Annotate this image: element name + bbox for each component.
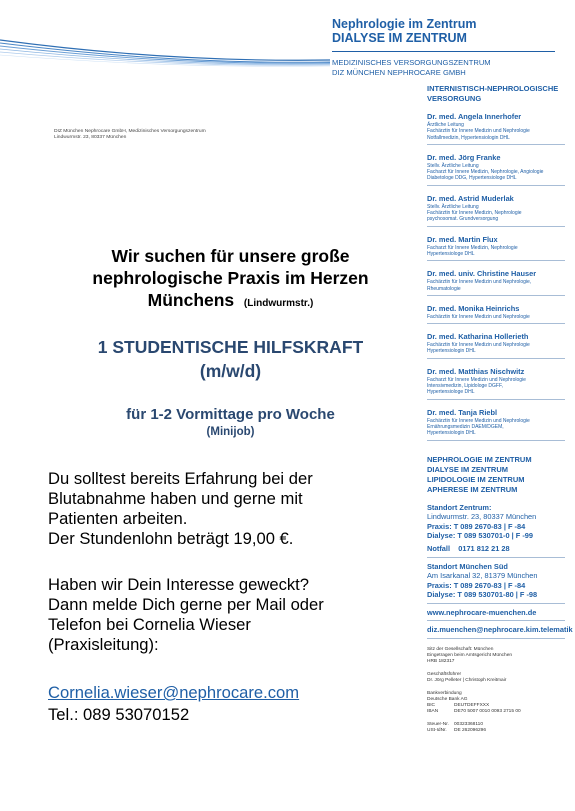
divider: [427, 440, 565, 441]
vat-label: USt-IdNr.: [427, 728, 447, 734]
doctor-desc: Stellv. Ärztliche Leitung: [427, 162, 479, 169]
sidebar-heading-line2: VERSORGUNG: [427, 94, 482, 103]
letterhead-rule: [332, 51, 555, 52]
requirements-line: Patienten arbeiten.: [48, 509, 188, 528]
doctor-entry: [427, 367, 575, 400]
sender-address: [54, 129, 206, 141]
job-title-line2: (m/w/d): [199, 361, 262, 381]
bic-label: BIC: [427, 703, 435, 709]
doctor-name: Dr. med. Angela Innerhofer: [427, 112, 522, 121]
requirements-paragraph: [48, 469, 313, 549]
doctor-desc: Hypertensiologin DHL: [427, 430, 476, 437]
doctor-name: Dr. med. Monika Heinrichs: [427, 303, 520, 313]
doctor-entry: [427, 332, 575, 359]
bic-value: DEUTDEFFXXX: [454, 703, 490, 709]
iban-value: DE70 5007 0010 0093 2715 00: [454, 709, 521, 715]
location-address: Lindwurmstr. 23, 80337 München: [427, 512, 537, 522]
doctor-desc: Hypertensiologin DHL: [427, 348, 476, 355]
service-item: NEPHROLOGIE IM ZENTRUM: [427, 454, 532, 464]
letterhead-subtitle-line2: DIZ MÜNCHEN NEPHROCARE GMBH: [332, 67, 466, 77]
doctor-desc: psychosomat. Grundversorgung: [427, 216, 499, 223]
doctor-desc: Fachärztin für Innere Medizin und Nephrologie: [427, 342, 530, 349]
job-intro: [38, 245, 423, 315]
praxis-phone: Praxis: T 089 2670-83 | F -84: [427, 521, 526, 531]
sender-line2: Lindwurmstr. 23, 80337 München: [54, 135, 127, 140]
sidebar: [427, 84, 575, 734]
divider: [427, 260, 565, 261]
doctor-name: Dr. med. Astrid Muderlak: [427, 193, 514, 203]
doctor-desc: Fachärztin für Innere Medizin und Nephrologie: [427, 128, 530, 135]
doctor-desc: Notfallmedizin, Hypertensiologin DHL: [427, 134, 510, 141]
letterhead-title-line2: DIALYSE IM ZENTRUM: [332, 31, 467, 45]
bank-name: Deutsche Bank AG: [427, 697, 468, 703]
schedule-line1: für 1-2 Vormittage pro Woche: [126, 406, 335, 423]
divider: [427, 620, 565, 621]
doctor-desc: Fachärztin für Innere Medizin und Nephrologie: [427, 313, 530, 320]
doctor-entry: [427, 235, 575, 262]
doctor-desc: Fachärztin für Innere Medizin, Nephrologie: [427, 210, 522, 217]
doctor-entry: [427, 408, 575, 441]
schedule-line2: (Minijob): [206, 426, 255, 438]
doctor-desc: Intensivmedizin, Lipidologe DGFF,: [427, 383, 503, 390]
location-south: [427, 562, 575, 604]
doctor-desc: Fachärztin für Innere Medizin und Nephrologie,: [427, 279, 532, 286]
bank-iban: [427, 709, 575, 715]
service-item: LIPIDOLOGIE IM ZENTRUM: [427, 474, 525, 484]
divider: [427, 295, 565, 296]
company-info: [427, 647, 575, 665]
doctor-entry: [427, 269, 575, 296]
intro-location: (Lindwurmstr.): [243, 298, 314, 309]
vat-id: [427, 728, 575, 734]
doctor-desc: Ernährungsmedizin DAEM/DGEM,: [427, 423, 504, 430]
swoosh-logo-graphic: [0, 20, 330, 90]
divider: [427, 226, 565, 227]
kim-address[interactable]: diz.muenchen@nephrocare.kim.telematik: [427, 625, 573, 635]
location-label: Standort München Süd: [427, 561, 508, 571]
doctor-list: [427, 112, 575, 441]
doctor-entry: [427, 194, 575, 227]
location-label: Standort Zentrum:: [427, 502, 492, 512]
doctor-name: Dr. med. Martin Flux: [427, 234, 498, 244]
doctor-desc: Facharzt für Innere Medizin und Nephrologie: [427, 376, 526, 383]
doctor-entry: [427, 304, 575, 324]
doctor-desc: Facharzt für Innere Medizin, Nephrologie: [427, 244, 518, 251]
tax-value: 00323368110: [454, 722, 483, 728]
emergency-phone: [427, 544, 575, 554]
intro-line1: Wir suchen für unsere große: [111, 246, 350, 266]
doctor-desc: Stellv. Ärztliche Leitung: [427, 203, 479, 210]
intro-line2: nephrologische Praxis im Herzen: [92, 268, 369, 288]
management-line: Dr. Jörg Pelleter | Christoph Kreitmair: [427, 678, 507, 684]
job-title-line1: 1 STUDENTISCHE HILFSKRAFT: [97, 337, 364, 357]
dialyse-phone: Dialyse: T 089 530701-80 | F -98: [427, 590, 538, 600]
vat-value: DE 262096296: [454, 728, 487, 734]
requirements-line: Blutabnahme haben und gerne mit: [48, 489, 303, 508]
intro-city: Münchens: [147, 290, 235, 310]
praxis-phone: Praxis: T 089 2670-83 | F -84: [427, 580, 526, 590]
contact-line: Dann melde Dich gerne per Mail oder: [48, 595, 324, 614]
doctor-name: Dr. med. Matthias Nischwitz: [427, 366, 525, 376]
contact-phone: Tel.: 089 53070152: [48, 705, 190, 724]
divider: [427, 185, 565, 186]
sidebar-heading-line1: INTERNISTISCH-NEPHROLOGISCHE: [427, 84, 559, 93]
iban-label: IBAN: [427, 709, 439, 715]
contact-email-link[interactable]: Cornelia.wieser@nephrocare.com: [48, 683, 300, 702]
divider: [427, 399, 565, 400]
divider: [427, 358, 565, 359]
contact-line: Telefon bei Cornelia Wieser: [48, 615, 251, 634]
divider: [427, 323, 565, 324]
requirements-line: Du solltest bereits Erfahrung bei der: [48, 469, 313, 488]
doctor-entry: [427, 112, 575, 145]
doctor-desc: Facharzt für Innere Medizin, Nephrologie, Angiologie: [427, 169, 544, 176]
bank-label: Bankverbindung: [427, 691, 462, 697]
tax-label: Steuer-Nr.: [427, 722, 449, 728]
doctor-name: Dr. med. univ. Christine Hauser: [427, 269, 537, 279]
intro-line3: [38, 289, 423, 315]
emergency-number: 0171 812 21 28: [458, 543, 510, 553]
doctor-desc: Diabetologe DDG, Hypertensiologe DHL: [427, 175, 517, 182]
contact-line: Haben wir Dein Interesse geweckt?: [48, 575, 310, 594]
doctor-desc: Hypertensiologe DHL: [427, 250, 475, 257]
management-info: [427, 672, 575, 684]
doctor-desc: Ärztliche Leitung: [427, 122, 464, 128]
job-title: [38, 335, 423, 383]
sender-line1: DIZ München Nephrocare GmbH, Medizinisches Versorgungszentrum: [54, 129, 206, 134]
contact-paragraph: [48, 575, 324, 655]
doctor-desc: Fachärztin für Innere Medizin und Nephrologie: [427, 417, 530, 424]
doctor-name: Dr. med. Jörg Franke: [427, 152, 501, 162]
company-line: Eingetragen beim Amtsgericht München: [427, 653, 513, 659]
divider: [427, 557, 565, 558]
doctor-name: Dr. med. Tanja Riebl: [427, 407, 498, 417]
tax-info: [427, 722, 575, 734]
letterhead-title-line1: Nephrologie im Zentrum: [332, 17, 477, 31]
dialyse-phone: Dialyse: T 089 530701-0 | F -99: [427, 531, 534, 541]
company-line: HRB 182317: [427, 659, 455, 665]
divider: [427, 603, 565, 604]
location-central: [427, 503, 575, 558]
letterhead-subtitle-line1: MEDIZINISCHES VERSORGUNGSZENTRUM: [332, 58, 491, 67]
management-line: Geschäftsführer: [427, 672, 462, 678]
letterhead-title: [332, 17, 476, 45]
doctor-name: Dr. med. Katharina Hollerieth: [427, 332, 529, 342]
letterhead-subtitle: [332, 58, 491, 77]
sidebar-heading: [427, 84, 575, 104]
service-item: APHERESE IM ZENTRUM: [427, 484, 518, 494]
location-address: Am Isarkanal 32, 81379 München: [427, 571, 538, 581]
doctor-desc: Hypertensiologe DHL: [427, 389, 475, 396]
divider: [427, 638, 565, 639]
emergency-label: Notfall: [427, 543, 450, 553]
website-link[interactable]: www.nephrocare-muenchen.de: [427, 607, 537, 617]
services-list: [427, 455, 575, 495]
job-schedule: [38, 405, 423, 439]
contact-line: (Praxisleitung):: [48, 635, 159, 654]
requirements-line: Der Stundenlohn beträgt 19,00 €.: [48, 529, 294, 548]
doctor-entry: [427, 153, 575, 186]
company-line: Sitz der Gesellschaft: München: [427, 647, 494, 653]
divider: [427, 144, 565, 145]
doctor-desc: Rheumatologie: [427, 285, 461, 292]
service-item: DIALYSE IM ZENTRUM: [427, 464, 508, 474]
bank-info: [427, 691, 575, 715]
